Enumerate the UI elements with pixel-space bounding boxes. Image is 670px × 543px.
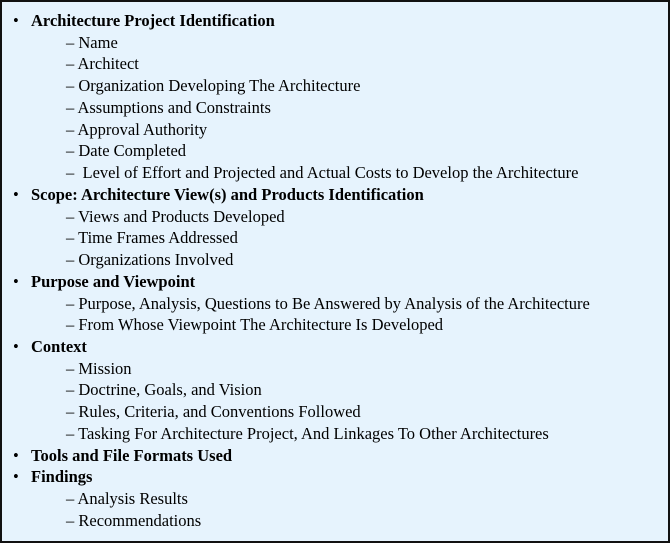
list-item (2, 401, 668, 423)
section-heading (2, 336, 668, 358)
section-heading (2, 184, 668, 206)
list-item (2, 32, 668, 54)
list-item (2, 206, 668, 228)
item-text: Level of Effort and Projected and Actual Costs to Develop the Architecture (78, 163, 579, 183)
bullet-icon: • (13, 445, 19, 465)
dash-icon: – (66, 402, 75, 422)
section-title: Scope: Architecture View(s) and Products Identification (31, 184, 424, 204)
outline-list (2, 10, 668, 532)
list-item (2, 162, 668, 184)
dash-icon: – (66, 54, 75, 74)
section-title: Tools and File Formats Used (31, 445, 233, 465)
section-title: Purpose and Viewpoint (31, 271, 196, 291)
list-item (2, 53, 668, 75)
list-item (2, 293, 668, 315)
bullet-icon: • (13, 11, 19, 30)
item-text: Organizations Involved (78, 250, 234, 270)
section-title: Architecture Project Identification (31, 11, 275, 30)
item-text: Doctrine, Goals, and Vision (78, 380, 262, 400)
dash-icon: – (66, 206, 75, 226)
list-item (2, 249, 668, 271)
section-heading (2, 466, 668, 488)
dash-icon: – (66, 163, 75, 183)
list-item (2, 488, 668, 510)
dash-icon: – (66, 141, 75, 161)
list-item (2, 358, 668, 380)
list-item (2, 75, 668, 97)
dash-icon: – (66, 97, 75, 117)
item-text: Views and Products Developed (78, 206, 285, 226)
section-heading (2, 445, 668, 467)
dash-icon: – (66, 510, 75, 530)
dash-icon: – (66, 358, 75, 378)
list-item (2, 119, 668, 141)
dash-icon: – (66, 76, 75, 96)
list-item (2, 97, 668, 119)
item-text: Organization Developing The Architecture (78, 76, 361, 96)
item-text: Time Frames Addressed (78, 228, 238, 248)
item-text: Analysis Results (77, 489, 188, 509)
dash-icon: – (66, 293, 75, 313)
section-heading (2, 10, 668, 32)
list-item (2, 510, 668, 532)
item-text: Mission (78, 358, 132, 378)
list-item (2, 227, 668, 249)
dash-icon: – (66, 228, 75, 248)
dash-icon: – (66, 250, 75, 270)
section-heading (2, 271, 668, 293)
bullet-icon: • (13, 184, 19, 204)
list-item (2, 314, 668, 336)
item-text: Rules, Criteria, and Conventions Followed (78, 402, 361, 422)
dash-icon: – (66, 489, 75, 509)
bullet-icon: • (13, 467, 19, 487)
list-item (2, 423, 668, 445)
item-text: From Whose Viewpoint The Architecture Is Developed (78, 315, 444, 335)
bullet-icon: • (13, 337, 19, 357)
dash-icon: – (66, 32, 75, 52)
section-title: Context (31, 337, 87, 357)
dash-icon: – (66, 119, 75, 139)
item-text: Date Completed (78, 141, 187, 161)
list-item (2, 379, 668, 401)
dash-icon: – (66, 380, 75, 400)
bullet-icon: • (13, 271, 19, 291)
item-text: Architect (77, 54, 139, 74)
item-text: Recommendations (78, 510, 202, 530)
dash-icon: – (66, 315, 75, 335)
item-text: Name (78, 32, 118, 52)
item-text: Tasking For Architecture Project, And Linkages To Other Architectures (78, 423, 549, 443)
dash-icon: – (66, 423, 75, 443)
item-text: Assumptions and Constraints (77, 97, 271, 117)
item-text: Approval Authority (77, 119, 208, 139)
list-item (2, 140, 668, 162)
section-title: Findings (31, 467, 93, 487)
item-text: Purpose, Analysis, Questions to Be Answered by Analysis of the Architecture (78, 293, 590, 313)
